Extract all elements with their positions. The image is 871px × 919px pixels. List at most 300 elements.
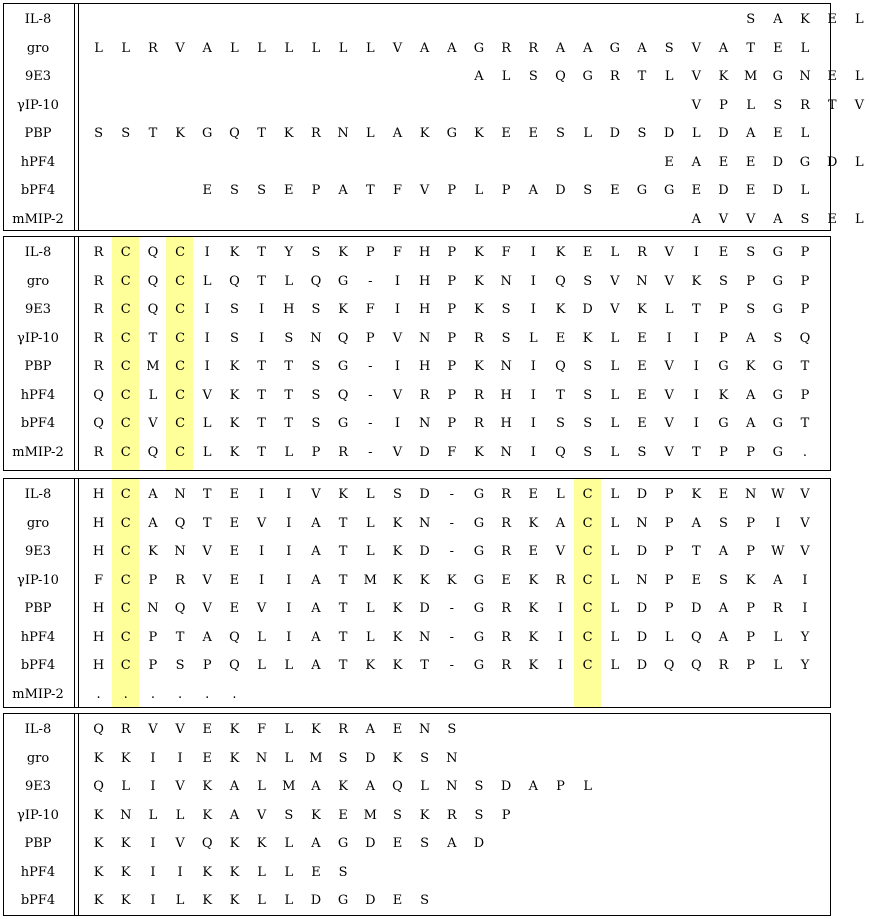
residue: K (528, 572, 539, 588)
residue: E (827, 69, 837, 84)
residue: C (582, 572, 593, 588)
residue: T (338, 572, 348, 588)
residue: P (365, 330, 375, 346)
residue: G (473, 515, 485, 531)
residue: S (338, 750, 348, 766)
residue: A (582, 40, 593, 56)
residue: D (310, 893, 322, 908)
residue: S (719, 515, 728, 531)
residue: C (175, 302, 186, 317)
residue: H (418, 245, 431, 260)
residue: V (691, 69, 701, 84)
residue: V (202, 544, 212, 559)
residue: Q (229, 658, 240, 673)
residue: E (637, 416, 647, 431)
residue: S (229, 330, 239, 346)
residue: I (775, 515, 781, 531)
residue: V (664, 387, 674, 403)
residue: N (636, 572, 648, 588)
residue: K (392, 601, 403, 616)
residue: N (500, 273, 512, 289)
residue: N (799, 69, 811, 84)
residue: E (202, 183, 212, 198)
residue: A (419, 40, 430, 56)
residue: L (501, 69, 511, 84)
residue: P (746, 515, 756, 531)
residue: - (368, 444, 373, 460)
residue: G (772, 444, 784, 460)
residue: P (447, 416, 457, 431)
residue: K (338, 487, 348, 502)
residue: A (202, 629, 212, 645)
residue: I (557, 629, 564, 645)
residue: I (286, 515, 292, 531)
residue: I (259, 572, 265, 588)
residue: D (718, 183, 729, 198)
residue: S (746, 245, 756, 260)
residue: T (284, 387, 294, 403)
residue: C (120, 601, 131, 616)
sequence-name: 9E3 (24, 779, 52, 794)
residue: N (418, 722, 431, 737)
residue: M (309, 750, 323, 766)
residue: K (555, 245, 566, 260)
residue: H (92, 515, 105, 531)
residue: R (555, 572, 566, 588)
sequence-name: 9E3 (24, 69, 52, 84)
residue: S (420, 893, 430, 908)
residue: G (772, 387, 784, 403)
residue: Q (147, 302, 159, 317)
residue: K (474, 444, 484, 460)
residue: T (338, 601, 348, 616)
residue: F (392, 245, 402, 260)
residue: R (609, 69, 620, 84)
residue: N (174, 544, 186, 559)
residue: K (474, 126, 484, 141)
residue: M (744, 69, 758, 84)
residue: L (257, 629, 266, 645)
residue: I (530, 444, 536, 460)
residue: I (259, 544, 265, 559)
residue: Y (800, 658, 810, 673)
residue: P (447, 387, 457, 403)
residue: Q (147, 245, 159, 260)
sequence-name: 9E3 (24, 544, 52, 559)
residue: I (693, 387, 699, 403)
residue: G (473, 544, 485, 559)
sequence-name: PBP (24, 359, 52, 374)
residue: K (93, 893, 104, 908)
residue: Q (555, 69, 566, 84)
residue: K (229, 387, 240, 403)
residue: K (800, 12, 810, 27)
residue: - (449, 487, 454, 502)
residue: I (802, 601, 808, 616)
residue: P (746, 658, 756, 673)
residue: V (202, 572, 212, 588)
residue: E (610, 183, 620, 198)
residue: E (338, 807, 348, 823)
residue: G (718, 359, 729, 374)
residue: T (800, 359, 810, 374)
residue: K (474, 273, 484, 289)
residue: G (473, 601, 485, 616)
residue: L (121, 40, 131, 56)
residue: E (392, 836, 403, 851)
residue: L (175, 807, 185, 823)
residue: P (719, 97, 728, 113)
residue: F (392, 183, 402, 198)
residue: P (664, 487, 674, 502)
residue: I (204, 330, 210, 346)
residue: S (420, 750, 430, 766)
residue: A (773, 211, 783, 227)
residue: G (772, 273, 784, 289)
residue: A (311, 836, 321, 851)
residue: R (501, 658, 512, 673)
residue: V (311, 487, 321, 502)
residue: L (610, 487, 620, 502)
residue: R (772, 601, 783, 616)
residue: Q (93, 387, 104, 403)
residue: S (637, 126, 647, 141)
residue: C (582, 487, 593, 502)
residue: T (365, 183, 375, 198)
residue: R (718, 658, 729, 673)
residue: A (311, 629, 321, 645)
residue: L (284, 750, 294, 766)
residue: S (800, 211, 810, 227)
residue: K (229, 444, 240, 460)
residue: . (232, 686, 237, 702)
residue: V (718, 211, 729, 227)
residue: Q (229, 629, 240, 645)
residue: H (500, 387, 512, 403)
residue: S (556, 416, 565, 431)
residue: S (447, 722, 457, 737)
residue: L (583, 779, 592, 794)
sequence-name: bPF4 (20, 416, 56, 431)
residue: E (392, 722, 403, 737)
residue: I (259, 330, 265, 346)
residue: T (257, 444, 266, 460)
residue: K (392, 544, 403, 559)
residue: S (175, 658, 185, 673)
residue: I (204, 245, 210, 260)
residue: R (474, 387, 484, 403)
residue: I (394, 273, 401, 289)
residue: Q (201, 836, 213, 851)
residue: T (556, 387, 565, 403)
residue: . (802, 444, 808, 460)
residue: G (337, 836, 349, 851)
residue: G (772, 245, 784, 260)
residue: W (771, 544, 785, 559)
residue: S (474, 779, 484, 794)
residue: R (474, 330, 484, 346)
residue: A (718, 629, 729, 645)
residue: K (528, 629, 539, 645)
residue: T (800, 416, 810, 431)
residue: A (773, 12, 783, 27)
residue: N (500, 359, 512, 374)
alignment-panel-2 (3, 236, 831, 471)
residue: A (773, 572, 783, 588)
residue: S (746, 302, 756, 317)
residue: E (773, 126, 783, 141)
residue: I (394, 302, 401, 317)
residue: S (94, 126, 104, 141)
residue: A (229, 779, 240, 794)
residue: L (121, 779, 131, 794)
residue: L (284, 836, 294, 851)
residue: I (530, 273, 536, 289)
residue: T (420, 658, 429, 673)
residue: G (473, 629, 485, 645)
residue: V (175, 722, 185, 737)
residue: H (500, 416, 512, 431)
residue: V (202, 601, 212, 616)
residue: Q (93, 779, 104, 794)
residue: V (148, 722, 158, 737)
residue: M (146, 359, 160, 374)
residue: S (474, 807, 484, 823)
residue: S (501, 330, 511, 346)
residue: K (745, 359, 756, 374)
residue: S (583, 359, 593, 374)
residue: V (664, 416, 674, 431)
residue: K (202, 807, 213, 823)
residue: A (718, 601, 729, 616)
residue: E (773, 40, 783, 56)
residue: V (392, 40, 403, 56)
residue: M (363, 572, 377, 588)
residue: L (610, 544, 620, 559)
residue: C (175, 330, 186, 346)
residue: C (120, 515, 131, 531)
residue: L (610, 359, 620, 374)
residue: K (365, 658, 376, 673)
residue: L (664, 302, 674, 317)
residue: R (338, 722, 348, 737)
residue: K (392, 515, 403, 531)
residue: K (229, 893, 240, 908)
residue: V (854, 97, 865, 113)
residue: L (610, 444, 620, 460)
residue: D (609, 126, 621, 141)
sequence-name: γIP-10 (17, 807, 59, 823)
residue: G (718, 416, 729, 431)
residue: D (365, 750, 376, 766)
residue: G (473, 572, 485, 588)
residue: - (368, 387, 373, 403)
residue: S (257, 183, 267, 198)
residue: K (202, 864, 213, 880)
residue: E (664, 154, 674, 170)
residue: D (772, 183, 784, 198)
residue: I (150, 893, 156, 908)
residue: P (664, 544, 674, 559)
residue: I (693, 416, 699, 431)
residue: V (392, 444, 403, 460)
residue: K (93, 807, 104, 823)
residue: - (449, 515, 454, 531)
residue: A (311, 515, 321, 531)
residue: I (530, 416, 536, 431)
residue: R (501, 40, 512, 56)
residue: I (204, 302, 210, 317)
residue: L (610, 629, 620, 645)
residue: K (528, 658, 539, 673)
residue: N (255, 750, 268, 766)
residue: V (800, 487, 810, 502)
residue: K (311, 722, 321, 737)
residue: I (150, 750, 156, 766)
residue: I (530, 359, 536, 374)
residue: L (855, 69, 864, 84)
residue: S (121, 126, 131, 141)
residue: T (202, 487, 212, 502)
residue: K (637, 302, 647, 317)
residue: E (528, 487, 539, 502)
residue: T (746, 40, 755, 56)
residue: V (202, 387, 212, 403)
residue: A (311, 779, 321, 794)
residue: P (447, 359, 457, 374)
residue: L (556, 487, 565, 502)
residue: D (582, 302, 593, 317)
residue: T (284, 359, 294, 374)
residue: R (93, 359, 104, 374)
residue: L (257, 40, 266, 56)
residue: T (257, 245, 266, 260)
residue: A (447, 40, 457, 56)
residue: K (392, 750, 403, 766)
sequence-name: PBP (24, 836, 52, 851)
residue: L (474, 183, 484, 198)
residue: N (310, 330, 322, 346)
residue: Q (337, 387, 349, 403)
residue: K (120, 893, 131, 908)
residue: D (555, 183, 566, 198)
residue: T (338, 658, 348, 673)
residue: . (178, 686, 183, 702)
residue: G (636, 183, 648, 198)
residue: L (610, 658, 620, 673)
residue: E (745, 183, 756, 198)
residue: K (474, 359, 484, 374)
residue: H (92, 544, 105, 559)
residue: A (338, 183, 348, 198)
residue: S (311, 245, 321, 260)
residue: Q (690, 629, 702, 645)
residue: L (610, 330, 620, 346)
residue: K (229, 750, 240, 766)
residue: S (284, 330, 294, 346)
residue: S (528, 69, 538, 84)
residue: P (746, 444, 756, 460)
residue: P (719, 302, 728, 317)
residue: T (284, 416, 294, 431)
residue: V (610, 273, 620, 289)
residue: I (177, 750, 183, 766)
residue: I (394, 359, 401, 374)
residue: Q (663, 658, 675, 673)
residue: C (120, 658, 131, 673)
residue: R (93, 273, 104, 289)
residue: L (528, 330, 538, 346)
residue: D (663, 126, 675, 141)
residue: - (449, 544, 454, 559)
residue: S (637, 444, 647, 460)
residue: E (691, 572, 702, 588)
residue: E (229, 601, 240, 616)
residue: S (311, 416, 321, 431)
residue: Q (555, 273, 566, 289)
residue: A (637, 40, 647, 56)
residue: L (284, 864, 294, 880)
residue: L (365, 544, 375, 559)
residue: - (368, 359, 373, 374)
residue: R (474, 416, 484, 431)
residue: V (800, 544, 810, 559)
residue: Q (174, 515, 186, 531)
residue: L (284, 444, 294, 460)
residue: D (718, 126, 729, 141)
residue: S (773, 97, 783, 113)
residue: L (855, 154, 864, 170)
residue: L (365, 126, 375, 141)
residue: L (148, 807, 158, 823)
residue: L (583, 126, 592, 141)
residue: D (419, 601, 430, 616)
residue: P (719, 444, 728, 460)
residue: N (446, 750, 458, 766)
sequence-name: bPF4 (20, 893, 56, 908)
residue: N (418, 416, 431, 431)
residue: D (419, 444, 430, 460)
residue: D (365, 893, 376, 908)
residue: C (175, 416, 186, 431)
residue: N (636, 273, 648, 289)
residue: H (92, 487, 105, 502)
residue: K (691, 487, 702, 502)
residue: Q (229, 126, 240, 141)
residue: K (229, 416, 240, 431)
column-divider (74, 714, 75, 915)
residue: R (800, 97, 810, 113)
residue: G (772, 359, 784, 374)
residue: Y (800, 629, 810, 645)
residue: P (148, 572, 158, 588)
residue: T (338, 629, 348, 645)
residue: I (693, 359, 699, 374)
residue: K (93, 750, 104, 766)
residue: G (663, 183, 675, 198)
residue: D (500, 779, 512, 794)
residue: P (311, 444, 321, 460)
residue: I (802, 572, 808, 588)
residue: P (556, 779, 565, 794)
residue: R (501, 544, 512, 559)
residue: C (120, 544, 131, 559)
residue: S (664, 40, 674, 56)
residue: C (120, 629, 131, 645)
residue: M (282, 779, 296, 794)
residue: S (338, 864, 348, 880)
residue: K (419, 572, 430, 588)
